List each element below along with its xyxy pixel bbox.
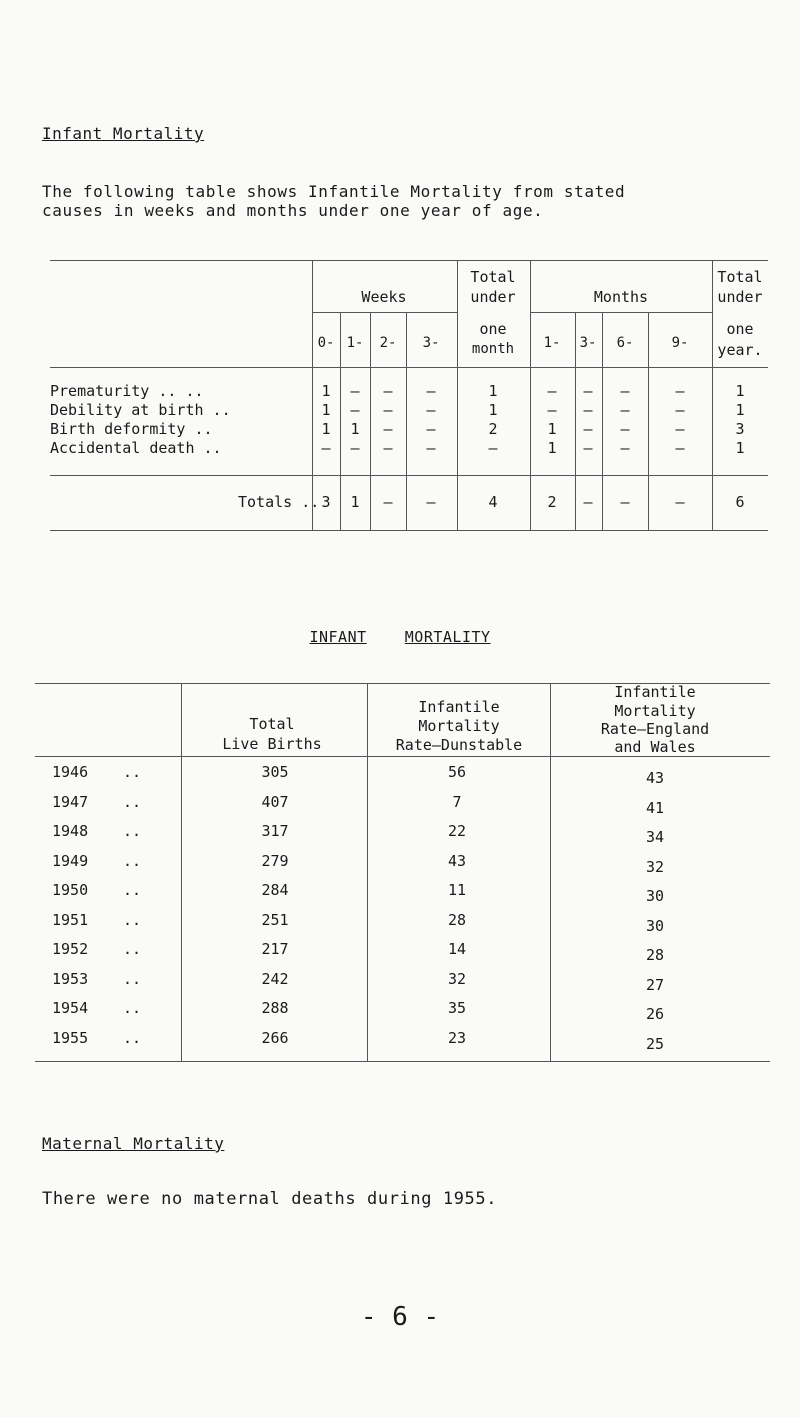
year-cell: 1947 bbox=[52, 792, 89, 811]
births-cell: 217 bbox=[261, 940, 289, 958]
leader-dots: .. bbox=[123, 999, 142, 1017]
intro-line-2: causes in weeks and months under one year of age. bbox=[42, 201, 544, 220]
week-cell: 1 bbox=[321, 420, 331, 438]
england-rate-cell: 27 bbox=[645, 975, 665, 994]
total-month-cell: 1 bbox=[488, 382, 498, 400]
leader-dots: .. bbox=[123, 910, 142, 929]
births-cell: 288 bbox=[261, 999, 289, 1017]
year-cell: 1953 bbox=[52, 969, 89, 988]
header-dunstable-2: Mortality bbox=[418, 717, 500, 735]
row-label: Debility at birth .. bbox=[50, 401, 231, 419]
week-cell: – bbox=[350, 401, 360, 419]
intro-line-1: The following table shows Infantile Mortality from stated bbox=[42, 182, 626, 201]
header-week-2: 2- bbox=[379, 335, 397, 351]
births-cell: 317 bbox=[261, 822, 289, 840]
leader-dots: .. bbox=[123, 851, 142, 870]
header-weeks: Weeks bbox=[361, 288, 407, 306]
header-dunstable-1: Infantile bbox=[418, 698, 500, 716]
month-cell: – bbox=[583, 439, 593, 457]
dunstable-rate-cell: 22 bbox=[447, 822, 467, 840]
week-cell: – bbox=[350, 439, 360, 457]
week-cell: – bbox=[383, 382, 393, 400]
header-week-0: 0- bbox=[317, 335, 335, 351]
total-year-cell: 1 bbox=[735, 382, 745, 400]
month-cell: – bbox=[547, 401, 557, 419]
section-heading-maternal-mortality: Maternal Mortality bbox=[42, 1134, 225, 1153]
header-total-month-1: Total bbox=[470, 268, 516, 286]
header-total-month-3: one bbox=[479, 320, 507, 338]
table2-title bbox=[0, 628, 800, 646]
year-cell: 1949 bbox=[52, 851, 89, 870]
dunstable-rate-cell: 35 bbox=[447, 999, 467, 1017]
total-year-cell: 3 bbox=[735, 420, 745, 438]
header-total-year-4: year. bbox=[717, 341, 763, 359]
header-total-year-2: under bbox=[717, 288, 763, 306]
totals-month-col-cell: – bbox=[583, 493, 593, 511]
england-rate-cell: 41 bbox=[645, 798, 665, 817]
month-cell: – bbox=[675, 401, 685, 419]
england-rate-cell: 26 bbox=[645, 1005, 665, 1023]
totals-month-col-cell: – bbox=[675, 493, 685, 511]
week-cell: 1 bbox=[321, 382, 331, 400]
dunstable-rate-cell: 7 bbox=[452, 792, 462, 811]
month-cell: 1 bbox=[547, 439, 557, 457]
total-month-cell: 2 bbox=[488, 420, 498, 438]
header-month-3: 3- bbox=[579, 335, 597, 351]
row-label: Prematurity .. .. bbox=[50, 382, 204, 400]
year-cell: 1952 bbox=[52, 940, 89, 958]
header-total-month-2: under bbox=[470, 288, 516, 306]
leader-dots: .. bbox=[123, 1028, 142, 1047]
header-months: Months bbox=[593, 288, 649, 306]
dunstable-rate-cell: 11 bbox=[447, 881, 467, 899]
total-month-cell: – bbox=[488, 439, 498, 457]
dunstable-rate-cell: 56 bbox=[447, 763, 467, 781]
week-cell: – bbox=[426, 420, 436, 438]
header-month-6: 6- bbox=[616, 335, 634, 351]
england-rate-cell: 28 bbox=[645, 946, 665, 964]
header-week-1: 1- bbox=[346, 335, 364, 351]
births-cell: 279 bbox=[261, 851, 289, 870]
week-cell: 1 bbox=[321, 401, 331, 419]
dunstable-rate-cell: 43 bbox=[447, 851, 467, 870]
table2-title-part2: MORTALITY bbox=[404, 628, 491, 646]
totals-month-col-cell: 2 bbox=[547, 493, 557, 511]
header-month-9: 9- bbox=[671, 335, 689, 351]
page-number: - 6 - bbox=[360, 1302, 440, 1332]
month-cell: – bbox=[620, 420, 630, 438]
week-cell: – bbox=[383, 420, 393, 438]
dunstable-rate-cell: 32 bbox=[447, 969, 467, 988]
leader-dots: .. bbox=[123, 969, 142, 988]
header-month-1: 1- bbox=[543, 335, 561, 351]
leader-dots: .. bbox=[123, 822, 142, 840]
week-cell: – bbox=[350, 382, 360, 400]
month-cell: – bbox=[583, 420, 593, 438]
maternal-text: There were no maternal deaths during 1955. bbox=[42, 1189, 498, 1209]
month-cell: – bbox=[547, 382, 557, 400]
year-cell: 1946 bbox=[52, 763, 89, 781]
month-cell: – bbox=[620, 401, 630, 419]
totals-week-cell: 1 bbox=[350, 493, 360, 511]
leader-dots: .. bbox=[123, 940, 142, 958]
year-cell: 1948 bbox=[52, 822, 89, 840]
totals-week-cell: – bbox=[426, 493, 436, 511]
year-cell: 1950 bbox=[52, 881, 89, 899]
births-cell: 242 bbox=[261, 969, 289, 988]
month-cell: – bbox=[583, 382, 593, 400]
header-births-1: Total bbox=[249, 715, 295, 733]
dunstable-rate-cell: 14 bbox=[447, 940, 467, 958]
header-total-year-1: Total bbox=[717, 268, 763, 286]
leader-dots: .. bbox=[123, 763, 142, 781]
month-cell: – bbox=[675, 382, 685, 400]
england-rate-cell: 34 bbox=[645, 828, 665, 846]
section-heading-infant-mortality: Infant Mortality bbox=[42, 124, 205, 143]
mortality-rates-table bbox=[35, 683, 770, 1073]
totals-month-cell: 4 bbox=[488, 493, 498, 511]
header-births-2: Live Births bbox=[222, 735, 322, 753]
births-cell: 305 bbox=[261, 763, 289, 781]
total-month-cell: 1 bbox=[488, 401, 498, 419]
dunstable-rate-cell: 28 bbox=[447, 910, 467, 929]
leader-dots: .. bbox=[123, 881, 142, 899]
header-england-3: Rate–England bbox=[600, 720, 710, 738]
england-rate-cell: 43 bbox=[645, 769, 665, 787]
week-cell: – bbox=[426, 382, 436, 400]
week-cell: – bbox=[321, 439, 331, 457]
week-cell: – bbox=[426, 401, 436, 419]
row-label: Accidental death .. bbox=[50, 439, 222, 457]
leader-dots: .. bbox=[123, 792, 142, 811]
week-cell: 1 bbox=[350, 420, 360, 438]
header-total-month-4: month bbox=[471, 341, 515, 357]
totals-month-col-cell: – bbox=[620, 493, 630, 511]
births-cell: 407 bbox=[261, 792, 289, 811]
month-cell: – bbox=[675, 439, 685, 457]
births-cell: 266 bbox=[261, 1028, 289, 1047]
week-cell: – bbox=[426, 439, 436, 457]
header-dunstable-3: Rate–Dunstable bbox=[395, 736, 523, 754]
month-cell: – bbox=[675, 420, 685, 438]
totals-label: Totals .. bbox=[238, 493, 320, 511]
england-rate-cell: 32 bbox=[645, 857, 665, 876]
dunstable-rate-cell: 23 bbox=[447, 1028, 467, 1047]
header-england-1: Infantile bbox=[614, 683, 696, 701]
totals-week-cell: 3 bbox=[321, 493, 331, 511]
year-cell: 1954 bbox=[52, 999, 89, 1017]
week-cell: – bbox=[383, 401, 393, 419]
month-cell: – bbox=[620, 382, 630, 400]
year-cell: 1955 bbox=[52, 1028, 89, 1047]
week-cell: – bbox=[383, 439, 393, 457]
month-cell: – bbox=[583, 401, 593, 419]
year-cell: 1951 bbox=[52, 910, 89, 929]
header-england-2: Mortality bbox=[614, 702, 696, 720]
table2-title-part1: INFANT bbox=[309, 628, 367, 646]
england-rate-cell: 25 bbox=[645, 1034, 665, 1053]
causes-table bbox=[50, 260, 768, 550]
header-england-4: and Wales bbox=[614, 738, 696, 756]
totals-week-cell: – bbox=[383, 493, 393, 511]
births-cell: 251 bbox=[261, 910, 289, 929]
totals-year-cell: 6 bbox=[735, 493, 745, 511]
births-cell: 284 bbox=[261, 881, 289, 899]
header-total-year-3: one bbox=[726, 320, 754, 338]
header-week-3: 3- bbox=[422, 335, 440, 351]
month-cell: – bbox=[620, 439, 630, 457]
england-rate-cell: 30 bbox=[645, 887, 665, 905]
row-label: Birth deformity .. bbox=[50, 420, 213, 438]
total-year-cell: 1 bbox=[735, 401, 745, 419]
total-year-cell: 1 bbox=[735, 439, 745, 457]
month-cell: 1 bbox=[547, 420, 557, 438]
england-rate-cell: 30 bbox=[645, 916, 665, 935]
